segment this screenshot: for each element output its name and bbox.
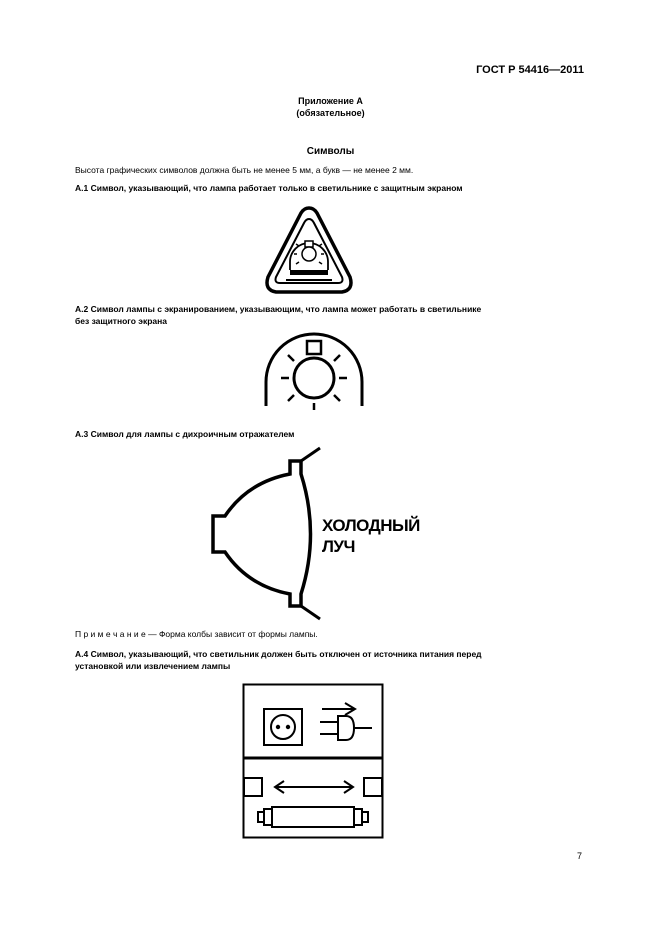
disconnect-before-lamp-change-icon [242,683,384,839]
item-a1-heading: А.1 Символ, указывающий, что лампа работает только в светильнике с защитным экраном [75,183,463,193]
page-number: 7 [576,851,582,861]
item-a3-heading: А.3 Символ для лампы с дихроичным отражателем [75,429,295,439]
lamp-shield-triangle-icon [262,204,356,296]
annex-title: Приложение А [298,96,363,106]
cold-beam-label-line1: ХОЛОДНЫЙ [322,516,420,535]
note-text: П р и м е ч а н и е — Форма колбы зависит от формы лампы. [75,629,318,639]
intro-text: Высота графических символов должна быть не менее 5 мм, а букв — не менее 2 мм. [75,165,414,175]
item-a2-heading-line1: А.2 Символ лампы с экранированием, указывающим, что лампа может работать в светильнике [75,304,482,314]
standard-id: ГОСТ Р 54416—2011 [476,64,584,76]
item-a4-heading-line1: А.4 Символ, указывающий, что светильник должен быть отключен от источника питания перед [75,649,482,659]
shielded-lamp-icon [264,334,364,412]
annex-subtitle: (обязательное) [296,108,365,118]
item-a2-heading-line2: без защитного экрана [75,316,168,326]
cold-beam-label-line2: ЛУЧ [322,537,355,556]
dichroic-reflector-icon [208,446,328,622]
item-a4-heading-line2: установкой или извлечением лампы [75,661,231,671]
section-title: Символы [306,146,355,157]
